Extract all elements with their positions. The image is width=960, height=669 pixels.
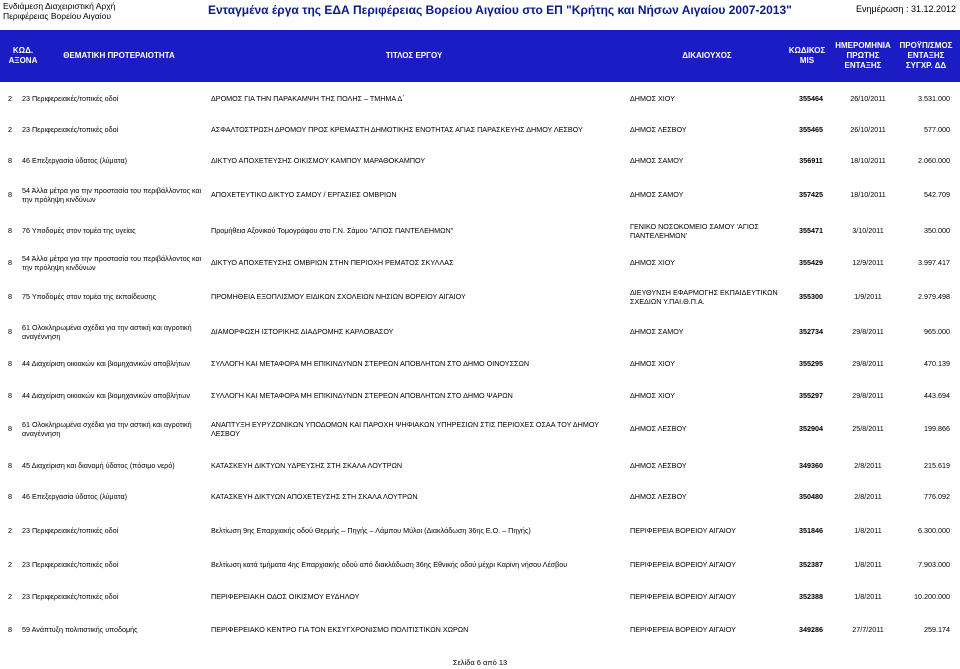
row-mis: 356911 bbox=[799, 156, 823, 166]
row-amount: 3.531.000 bbox=[918, 94, 950, 104]
row-mis: 349286 bbox=[799, 625, 823, 635]
row-amount: 7.903.000 bbox=[918, 560, 950, 570]
row-title: ΣΥΛΛΟΓΗ ΚΑΙ ΜΕΤΑΦΟΡΑ ΜΗ ΕΠΙΚΙΝΔΥΝΩΝ ΣΤΕΡΕΩΝ ΑΠΟΒΛΗΤΩΝ ΣΤΟ ΔΗΜΟ ΟΙΝΟΥΣΣΩΝ bbox=[211, 359, 530, 369]
row-mis: 352387 bbox=[799, 560, 823, 570]
row-beneficiary: ΠΕΡΙΦΕΡΕΙΑ ΒΟΡΕΙΟΥ ΑΙΓΑΙΟΥ bbox=[630, 625, 736, 635]
row-amount: 443.694 bbox=[924, 391, 950, 401]
column-header-mis: ΚΩΔΙΚΟΣ MIS bbox=[788, 46, 826, 65]
row-amount: 6.300.000 bbox=[918, 526, 950, 536]
table-row bbox=[0, 488, 960, 506]
row-beneficiary: ΠΕΡΙΦΕΡΕΙΑ ΒΟΡΕΙΟΥ ΑΙΓΑΙΟΥ bbox=[630, 560, 736, 570]
row-mis: 357425 bbox=[799, 190, 823, 200]
row-mis: 349360 bbox=[799, 461, 823, 471]
row-beneficiary: ΠΕΡΙΦΕΡΕΙΑ ΒΟΡΕΙΟΥ ΑΙΓΑΙΟΥ bbox=[630, 592, 736, 602]
row-date: 26/10/2011 bbox=[850, 125, 886, 135]
row-date: 29/8/2011 bbox=[852, 327, 884, 337]
row-title: ΔΡΟΜΟΣ ΓΙΑ ΤΗΝ ΠΑΡΑΚΑΜΨΗ ΤΗΣ ΠΟΛΗΣ – ΤΜΗΜΑ Δ΄ bbox=[211, 94, 405, 104]
row-priority: 23 Περιφερειακές/τοπικές οδοί bbox=[22, 592, 119, 602]
row-amount: 10.200.000 bbox=[914, 592, 950, 602]
row-title: ΠΕΡΙΦΕΡΕΙΑΚΟ ΚΕΝΤΡΟ ΓΙΑ ΤΟΝ ΕΚΣΥΓΧΡΟΝΙΣΜΟ ΠΟΛΙΤΙΣΤΙΚΩΝ ΧΩΡΩΝ bbox=[211, 625, 469, 635]
column-header-priority: ΘΕΜΑΤΙΚΗ ΠΡΟΤΕΡΑΙΟΤΗΤΑ bbox=[63, 51, 175, 60]
row-beneficiary: ΔΙΕΥΘΥΝΣΗ ΕΦΑΡΜΟΓΗΣ ΕΚΠΑΙΔΕΥΤΙΚΩΝ ΣΧΕΔΙΩΝ Υ.ΠΑΙ.Θ.Π.Α. bbox=[630, 287, 778, 306]
row-axis: 8 bbox=[8, 625, 12, 635]
row-amount: 2.979.498 bbox=[918, 292, 950, 302]
row-amount: 259.174 bbox=[924, 625, 950, 635]
row-amount: 199.866 bbox=[924, 424, 950, 434]
page-number: Σελίδα 6 από 13 bbox=[452, 658, 508, 667]
row-priority: 61 Ολοκληρωμένα σχέδια για την αστική και αγροτική αναγέννηση bbox=[22, 419, 192, 438]
row-beneficiary: ΓΕΝΙΚΟ ΝΟΣΟΚΟΜΕΙΟ ΣΑΜΟΥ 'ΑΓΙΟΣ ΠΑΝΤΕΛΕΗΜΩΝ' bbox=[630, 221, 759, 240]
organization-line-1: Ενδιάμεση Διαχειριστική Αρχή bbox=[3, 1, 116, 11]
row-mis: 352904 bbox=[799, 424, 823, 434]
row-date: 29/8/2011 bbox=[852, 391, 884, 401]
row-mis: 355300 bbox=[799, 292, 823, 302]
row-beneficiary: ΠΕΡΙΦΕΡΕΙΑ ΒΟΡΕΙΟΥ ΑΙΓΑΙΟΥ bbox=[630, 526, 736, 536]
row-axis: 2 bbox=[8, 125, 12, 135]
row-date: 3/10/2011 bbox=[852, 226, 884, 236]
column-header-beneficiary: ΔΙΚΑΙΟΥΧΟΣ bbox=[682, 51, 732, 60]
table-row bbox=[0, 283, 960, 311]
row-priority: 54 Άλλα μέτρα για την προστασία του περιβάλλοντος και την πρόληψη κινδύνων bbox=[22, 185, 202, 204]
row-beneficiary: ΔΗΜΟΣ ΣΑΜΟΥ bbox=[630, 156, 684, 166]
row-mis: 355465 bbox=[799, 125, 823, 135]
row-mis: 355471 bbox=[799, 226, 823, 236]
row-mis: 355297 bbox=[799, 391, 823, 401]
document-title: Ενταγμένα έργα της ΕΔΑ Περιφέρειας Βορείου Αιγαίου στο ΕΠ "Κρήτης και Νήσων Αιγαίου 2007-2013" bbox=[208, 3, 792, 17]
row-beneficiary: ΔΗΜΟΣ ΧΙΟΥ bbox=[630, 258, 675, 268]
row-date: 1/8/2011 bbox=[854, 592, 882, 602]
row-date: 18/10/2011 bbox=[850, 190, 886, 200]
table-row bbox=[0, 452, 960, 480]
row-date: 1/8/2011 bbox=[854, 560, 882, 570]
row-date: 25/8/2011 bbox=[852, 424, 884, 434]
row-axis: 8 bbox=[8, 327, 12, 337]
row-priority: 44 Διαχείριση οικιακών και βιομηχανικών αποβλήτων bbox=[22, 391, 190, 401]
row-beneficiary: ΔΗΜΟΣ ΛΕΣΒΟΥ bbox=[630, 492, 687, 502]
row-title: ΣΥΛΛΟΓΗ ΚΑΙ ΜΕΤΑΦΟΡΑ ΜΗ ΕΠΙΚΙΝΔΥΝΩΝ ΣΤΕΡΕΩΝ ΑΠΟΒΛΗΤΩΝ ΣΤΟ ΔΗΜΟ ΨΑΡΩΝ bbox=[211, 391, 513, 401]
row-beneficiary: ΔΗΜΟΣ ΣΑΜΟΥ bbox=[630, 327, 684, 337]
row-title: Προμήθεια Αξονικού Τομογράφου στο Γ.Ν. Σάμου "ΑΓΙΟΣ ΠΑΝΤΕΛΕΗΜΩΝ" bbox=[211, 226, 454, 236]
table-row bbox=[0, 522, 960, 540]
table-row bbox=[0, 588, 960, 606]
row-amount: 776.092 bbox=[924, 492, 950, 502]
row-axis: 8 bbox=[8, 292, 12, 302]
row-axis: 8 bbox=[8, 492, 12, 502]
row-beneficiary: ΔΗΜΟΣ ΛΕΣΒΟΥ bbox=[630, 461, 687, 471]
column-header-amount: ΠΡΟΫΠ/ΣΜΟΣ ΕΝΤΑΞΗΣ ΣΥΓΧΡ. ΔΔ bbox=[899, 41, 953, 70]
row-axis: 2 bbox=[8, 592, 12, 602]
update-date: Ενημέρωση : 31.12.2012 bbox=[856, 4, 956, 14]
row-beneficiary: ΔΗΜΟΣ ΛΕΣΒΟΥ bbox=[630, 125, 687, 135]
organization-name bbox=[3, 1, 115, 21]
row-priority: 54 Άλλα μέτρα για την προστασία του περιβάλλοντος και την πρόληψη κινδύνων bbox=[22, 253, 202, 272]
table-row bbox=[0, 382, 960, 410]
row-priority: 23 Περιφερειακές/τοπικές οδοί bbox=[22, 94, 119, 104]
row-priority: 44 Διαχείριση οικιακών και βιομηχανικών αποβλήτων bbox=[22, 359, 190, 369]
row-amount: 2.060.000 bbox=[918, 156, 950, 166]
column-header-title: ΤΙΤΛΟΣ ΕΡΓΟΥ bbox=[385, 51, 443, 60]
row-priority: 46 Επεξεργασία ύδατος (λύματα) bbox=[22, 492, 128, 502]
row-axis: 8 bbox=[8, 424, 12, 434]
table-row bbox=[0, 249, 960, 277]
row-priority: 61 Ολοκληρωμένα σχέδια για την αστική και αγροτική αναγέννηση bbox=[22, 322, 192, 341]
row-date: 1/9/2011 bbox=[854, 292, 882, 302]
table-row bbox=[0, 121, 960, 139]
row-mis: 352388 bbox=[799, 592, 823, 602]
table-row bbox=[0, 152, 960, 170]
row-priority: 23 Περιφερειακές/τοπικές οδοί bbox=[22, 526, 119, 536]
row-title: ΚΑΤΑΣΚΕΥΗ ΔΙΚΤΥΩΝ ΥΔΡΕΥΣΗΣ ΣΤΗ ΣΚΑΛΑ ΛΟΥΤΡΩΝ bbox=[211, 461, 403, 471]
row-beneficiary: ΔΗΜΟΣ ΧΙΟΥ bbox=[630, 391, 675, 401]
row-beneficiary: ΔΗΜΟΣ ΛΕΣΒΟΥ bbox=[630, 424, 687, 434]
organization-line-2: Περιφέρειας Βορείου Αιγαίου bbox=[3, 11, 112, 21]
row-title: ΔΙΚΤΥΟ ΑΠΟΧΕΤΕΥΣΗΣ ΟΜΒΡΙΩΝ ΣΤΗΝ ΠΕΡΙΟΧΗ ΡΕΜΑΤΟΣ ΣΚΥΛΛΑΣ bbox=[211, 258, 454, 268]
table-row bbox=[0, 181, 960, 209]
row-amount: 965.000 bbox=[924, 327, 950, 337]
row-axis: 8 bbox=[8, 461, 12, 471]
row-title: ΔΙΑΜΟΡΦΩΣΗ ΙΣΤΟΡΙΚΗΣ ΔΙΑΔΡΟΜΗΣ ΚΑΡΛΟΒΑΣΟΥ bbox=[211, 327, 394, 337]
table-row bbox=[0, 90, 960, 108]
row-title: Βελτίωση κατά τμήματα 4ης Επαρχιακής οδού από διακλάδωση 36ης Εθνικής οδού μέχρι Καρίνη νήσου Λέσβου bbox=[211, 560, 568, 570]
table-row bbox=[0, 217, 960, 245]
column-header-axis: ΚΩΔ. ΑΞΟΝΑ bbox=[8, 46, 38, 65]
row-amount: 3.997.417 bbox=[918, 258, 950, 268]
table-header bbox=[0, 30, 960, 82]
row-beneficiary: ΔΗΜΟΣ ΧΙΟΥ bbox=[630, 94, 675, 104]
row-title: ΠΡΟΜΗΘΕΙΑ ΕΞΟΠΛΙΣΜΟΥ ΕΙΔΙΚΩΝ ΣΧΟΛΕΙΩΝ ΝΗΣΙΩΝ ΒΟΡΕΙΟΥ ΑΙΓΑΙΟΥ bbox=[211, 292, 466, 302]
row-amount: 542.709 bbox=[924, 190, 950, 200]
row-amount: 470.139 bbox=[924, 359, 950, 369]
row-date: 18/10/2011 bbox=[850, 156, 886, 166]
row-mis: 355429 bbox=[799, 258, 823, 268]
row-mis: 355464 bbox=[799, 94, 823, 104]
row-date: 2/8/2011 bbox=[854, 492, 882, 502]
row-mis: 355295 bbox=[799, 359, 823, 369]
report-header bbox=[0, 0, 960, 24]
row-axis: 8 bbox=[8, 359, 12, 369]
row-priority: 45 Διαχείριση και διανομή ύδατος (πόσιμο νερό) bbox=[22, 461, 175, 471]
row-title: ΑΝΑΠΤΥΞΗ ΕΥΡΥΖΩΝΙΚΩΝ ΥΠΟΔΟΜΩΝ ΚΑΙ ΠΑΡΟΧΗ ΨΗΦΙΑΚΩΝ ΥΠΗΡΕΣΙΩΝ ΣΤΙΣ ΠΕΡΙΟΧΕΣ ΟΣΑΑ ΤΟΥ ΔΗΜΟΥ ΛΕΣΒΟΥ bbox=[211, 419, 599, 438]
row-axis: 8 bbox=[8, 190, 12, 200]
row-date: 29/8/2011 bbox=[852, 359, 884, 369]
table-row bbox=[0, 350, 960, 378]
row-title: ΑΠΟΧΕΤΕΥΤΙΚΟ ΔΙΚΤΥΟ ΣΑΜΟΥ / ΕΡΓΑΣΙΕΣ ΟΜΒΡΙΩΝ bbox=[211, 190, 397, 200]
row-amount: 350.000 bbox=[924, 226, 950, 236]
table-row bbox=[0, 318, 960, 346]
row-amount: 577.000 bbox=[924, 125, 950, 135]
row-date: 27/7/2011 bbox=[852, 625, 884, 635]
row-mis: 352734 bbox=[799, 327, 823, 337]
row-date: 1/8/2011 bbox=[854, 526, 882, 536]
row-title: ΠΕΡΙΦΕΡΕΙΑΚΗ ΟΔΟΣ ΟΙΚΙΣΜΟΥ ΕΥΔΗΛΟΥ bbox=[211, 592, 360, 602]
row-title: Βελτίωση 9ης Επαρχιακής οδού Θερμής – Πηγής – Λάμπου Μύλοι (Διακλάδωση 36ης Ε.Ο. – Πηγής) bbox=[211, 526, 531, 536]
row-title: ΔΙΚΤΥΟ ΑΠΟΧΕΤΕΥΣΗΣ ΟΙΚΙΣΜΟΥ ΚΑΜΠΟΥ ΜΑΡΑΘΟΚΑΜΠΟΥ bbox=[211, 156, 426, 166]
row-date: 26/10/2011 bbox=[850, 94, 886, 104]
row-date: 2/8/2011 bbox=[854, 461, 882, 471]
row-axis: 8 bbox=[8, 156, 12, 166]
row-axis: 2 bbox=[8, 526, 12, 536]
row-axis: 8 bbox=[8, 226, 12, 236]
row-axis: 8 bbox=[8, 391, 12, 401]
row-beneficiary: ΔΗΜΟΣ ΣΑΜΟΥ bbox=[630, 190, 684, 200]
row-priority: 23 Περιφερειακές/τοπικές οδοί bbox=[22, 125, 119, 135]
row-title: ΚΑΤΑΣΚΕΥΗ ΔΙΚΤΥΩΝ ΑΠΟΧΕΤΕΥΣΗΣ ΣΤΗ ΣΚΑΛΑ ΛΟΥΤΡΩΝ bbox=[211, 492, 418, 502]
row-mis: 350480 bbox=[799, 492, 823, 502]
row-axis: 2 bbox=[8, 94, 12, 104]
row-amount: 215.619 bbox=[924, 461, 950, 471]
table-row bbox=[0, 415, 960, 443]
row-priority: 23 Περιφερειακές/τοπικές οδοί bbox=[22, 560, 119, 570]
column-header-date: ΗΜΕΡΟΜΗΝΙΑ ΠΡΩΤΗΣ ΕΝΤΑΞΗΣ bbox=[835, 41, 891, 70]
row-mis: 351846 bbox=[799, 526, 823, 536]
row-priority: 46 Επεξεργασία ύδατος (λύματα) bbox=[22, 156, 128, 166]
row-priority: 59 Ανάπτυξη πολιτιστικής υποδομής bbox=[22, 625, 138, 635]
row-priority: 75 Υποδομές στον τομέα της εκπαίδευσης bbox=[22, 292, 157, 302]
row-date: 12/9/2011 bbox=[852, 258, 884, 268]
row-axis: 2 bbox=[8, 560, 12, 570]
table-row bbox=[0, 556, 960, 574]
row-priority: 76 Υποδομές στον τομέα της υγείας bbox=[22, 226, 136, 236]
row-axis: 8 bbox=[8, 258, 12, 268]
table-row bbox=[0, 621, 960, 639]
row-title: ΑΣΦΑΛΤΟΣΤΡΩΣΗ ΔΡΟΜΟΥ ΠΡΟΣ ΚΡΕΜΑΣΤΗ ΔΗΜΟΤΙΚΗΣ ΕΝΟΤΗΤΑΣ ΑΓΙΑΣ ΠΑΡΑΣΚΕΥΗΣ ΔΗΜΟΥ ΛΕΣΒΟΥ bbox=[211, 125, 583, 135]
row-beneficiary: ΔΗΜΟΣ ΧΙΟΥ bbox=[630, 359, 675, 369]
